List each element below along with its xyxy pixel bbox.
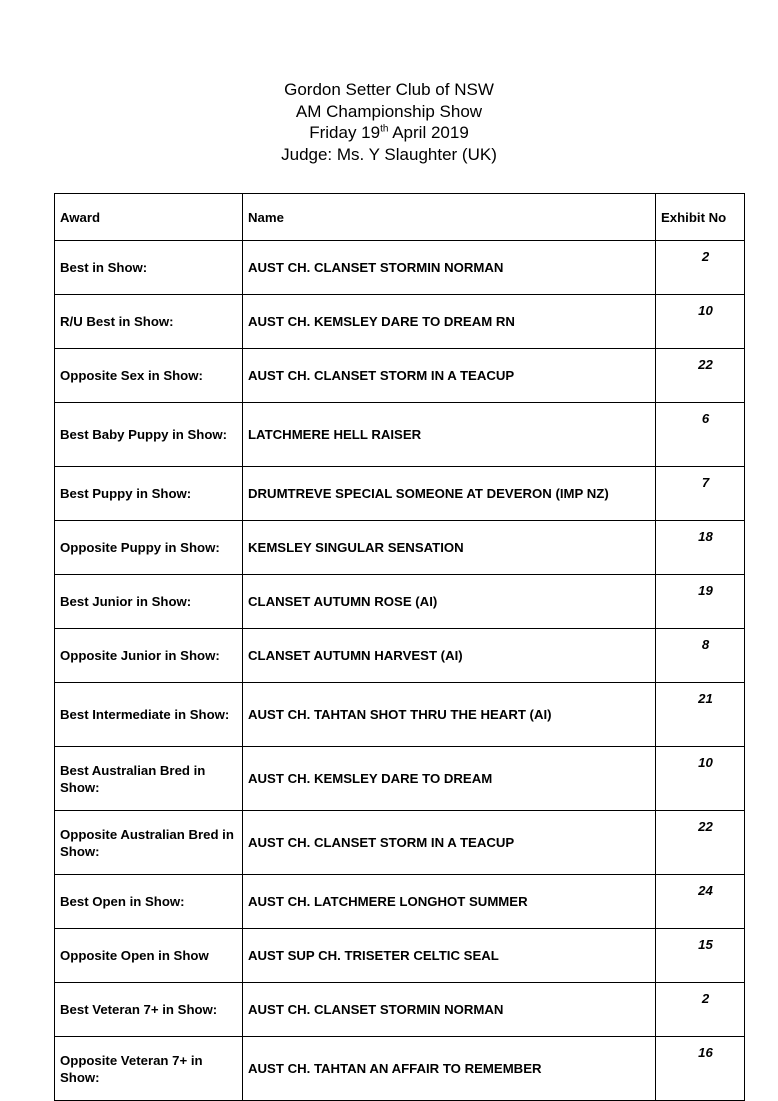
exhibit-no-cell (656, 875, 745, 929)
club-name: Gordon Setter Club of NSW (284, 80, 494, 99)
exhibit-no: 18 (698, 529, 713, 544)
table-row (55, 747, 745, 811)
exhibit-no-cell (656, 1037, 745, 1101)
show-name: AM Championship Show (295, 101, 483, 121)
exhibit-no-cell (656, 811, 745, 875)
award-cell: Best Intermediate in Show: (55, 683, 243, 747)
table-row (55, 1037, 745, 1101)
table-row (55, 575, 745, 629)
column-header-award: Award (55, 194, 243, 241)
award-cell: R/U Best in Show: (55, 295, 243, 349)
award-cell: Best in Show: (55, 241, 243, 295)
award-cell: Opposite Australian Bred in Show: (55, 811, 243, 875)
dog-name-cell: AUST CH. LATCHMERE LONGHOT SUMMER (243, 875, 656, 929)
award-cell: Opposite Junior in Show: (55, 629, 243, 683)
table-row (55, 403, 745, 467)
table-row (55, 983, 745, 1037)
exhibit-no: 15 (698, 937, 713, 952)
exhibit-no: 19 (698, 583, 713, 598)
judge-name: Judge: Ms. Y Slaughter (UK) (281, 144, 497, 164)
exhibit-no-cell (656, 349, 745, 403)
dog-name-cell: AUST CH. KEMSLEY DARE TO DREAM RN (243, 295, 656, 349)
table-row (55, 467, 745, 521)
exhibit-no-cell (656, 295, 745, 349)
dog-name-cell: AUST CH. CLANSET STORMIN NORMAN (243, 241, 656, 295)
document-header (0, 79, 778, 165)
dog-name-cell: CLANSET AUTUMN HARVEST (AI) (243, 629, 656, 683)
award-cell: Best Open in Show: (55, 875, 243, 929)
exhibit-no-cell (656, 521, 745, 575)
exhibit-no-cell (656, 983, 745, 1037)
dog-name-cell: AUST CH. CLANSET STORM IN A TEACUP (243, 811, 656, 875)
awards-table (54, 193, 745, 1101)
dog-name-cell: AUST CH. TAHTAN SHOT THRU THE HEART (AI) (243, 683, 656, 747)
exhibit-no: 7 (701, 475, 710, 490)
exhibit-no: 2 (701, 991, 710, 1006)
exhibit-no: 10 (698, 755, 713, 770)
table-row (55, 241, 745, 295)
dog-name-cell: AUST SUP CH. TRISETER CELTIC SEAL (243, 929, 656, 983)
table-row (55, 929, 745, 983)
dog-name-cell: AUST CH. KEMSLEY DARE TO DREAM (243, 747, 656, 811)
award-cell: Opposite Puppy in Show: (55, 521, 243, 575)
dog-name-cell: KEMSLEY SINGULAR SENSATION (243, 521, 656, 575)
dog-name-cell: CLANSET AUTUMN ROSE (AI) (243, 575, 656, 629)
show-date-day: Friday 19 (309, 123, 381, 142)
award-cell: Best Baby Puppy in Show: (55, 403, 243, 467)
exhibit-no: 21 (698, 691, 713, 706)
exhibit-no: 2 (701, 249, 710, 264)
exhibit-no: 22 (698, 357, 713, 372)
dog-name-cell: DRUMTREVE SPECIAL SOMEONE AT DEVERON (IMP NZ) (243, 467, 656, 521)
show-date-rest: April 2019 (388, 123, 469, 142)
dog-name-cell: AUST CH. TAHTAN AN AFFAIR TO REMEMBER (243, 1037, 656, 1101)
exhibit-no-cell (656, 467, 745, 521)
exhibit-no: 24 (698, 883, 713, 898)
exhibit-no: 16 (698, 1045, 713, 1060)
show-date-ordinal: th (380, 123, 389, 135)
dog-name-cell: AUST CH. CLANSET STORM IN A TEACUP (243, 349, 656, 403)
table-row (55, 683, 745, 747)
award-cell: Opposite Sex in Show: (55, 349, 243, 403)
table-row (55, 521, 745, 575)
award-cell: Best Veteran 7+ in Show: (55, 983, 243, 1037)
dog-name-cell: LATCHMERE HELL RAISER (243, 403, 656, 467)
exhibit-no-cell (656, 403, 745, 467)
dog-name-cell: AUST CH. CLANSET STORMIN NORMAN (243, 983, 656, 1037)
show-date (0, 122, 778, 144)
exhibit-no-cell (656, 241, 745, 295)
exhibit-no-cell (656, 683, 745, 747)
column-header-name: Name (243, 194, 656, 241)
exhibit-no: 6 (701, 411, 710, 426)
exhibit-no-cell (656, 747, 745, 811)
award-cell: Best Puppy in Show: (55, 467, 243, 521)
exhibit-no-cell (656, 575, 745, 629)
table-row (55, 875, 745, 929)
award-cell: Opposite Veteran 7+ in Show: (55, 1037, 243, 1101)
award-cell: Best Australian Bred in Show: (55, 747, 243, 811)
award-cell: Best Junior in Show: (55, 575, 243, 629)
table-row (55, 629, 745, 683)
exhibit-no: 10 (698, 303, 713, 318)
exhibit-no-cell (656, 929, 745, 983)
table-row (55, 349, 745, 403)
table-header-row (55, 194, 745, 241)
table-row (55, 295, 745, 349)
award-cell: Opposite Open in Show (55, 929, 243, 983)
exhibit-no: 8 (701, 637, 710, 652)
exhibit-no: 22 (698, 819, 713, 834)
exhibit-no-cell (656, 629, 745, 683)
column-header-exhibit-no: Exhibit No (656, 194, 745, 241)
table-row (55, 811, 745, 875)
